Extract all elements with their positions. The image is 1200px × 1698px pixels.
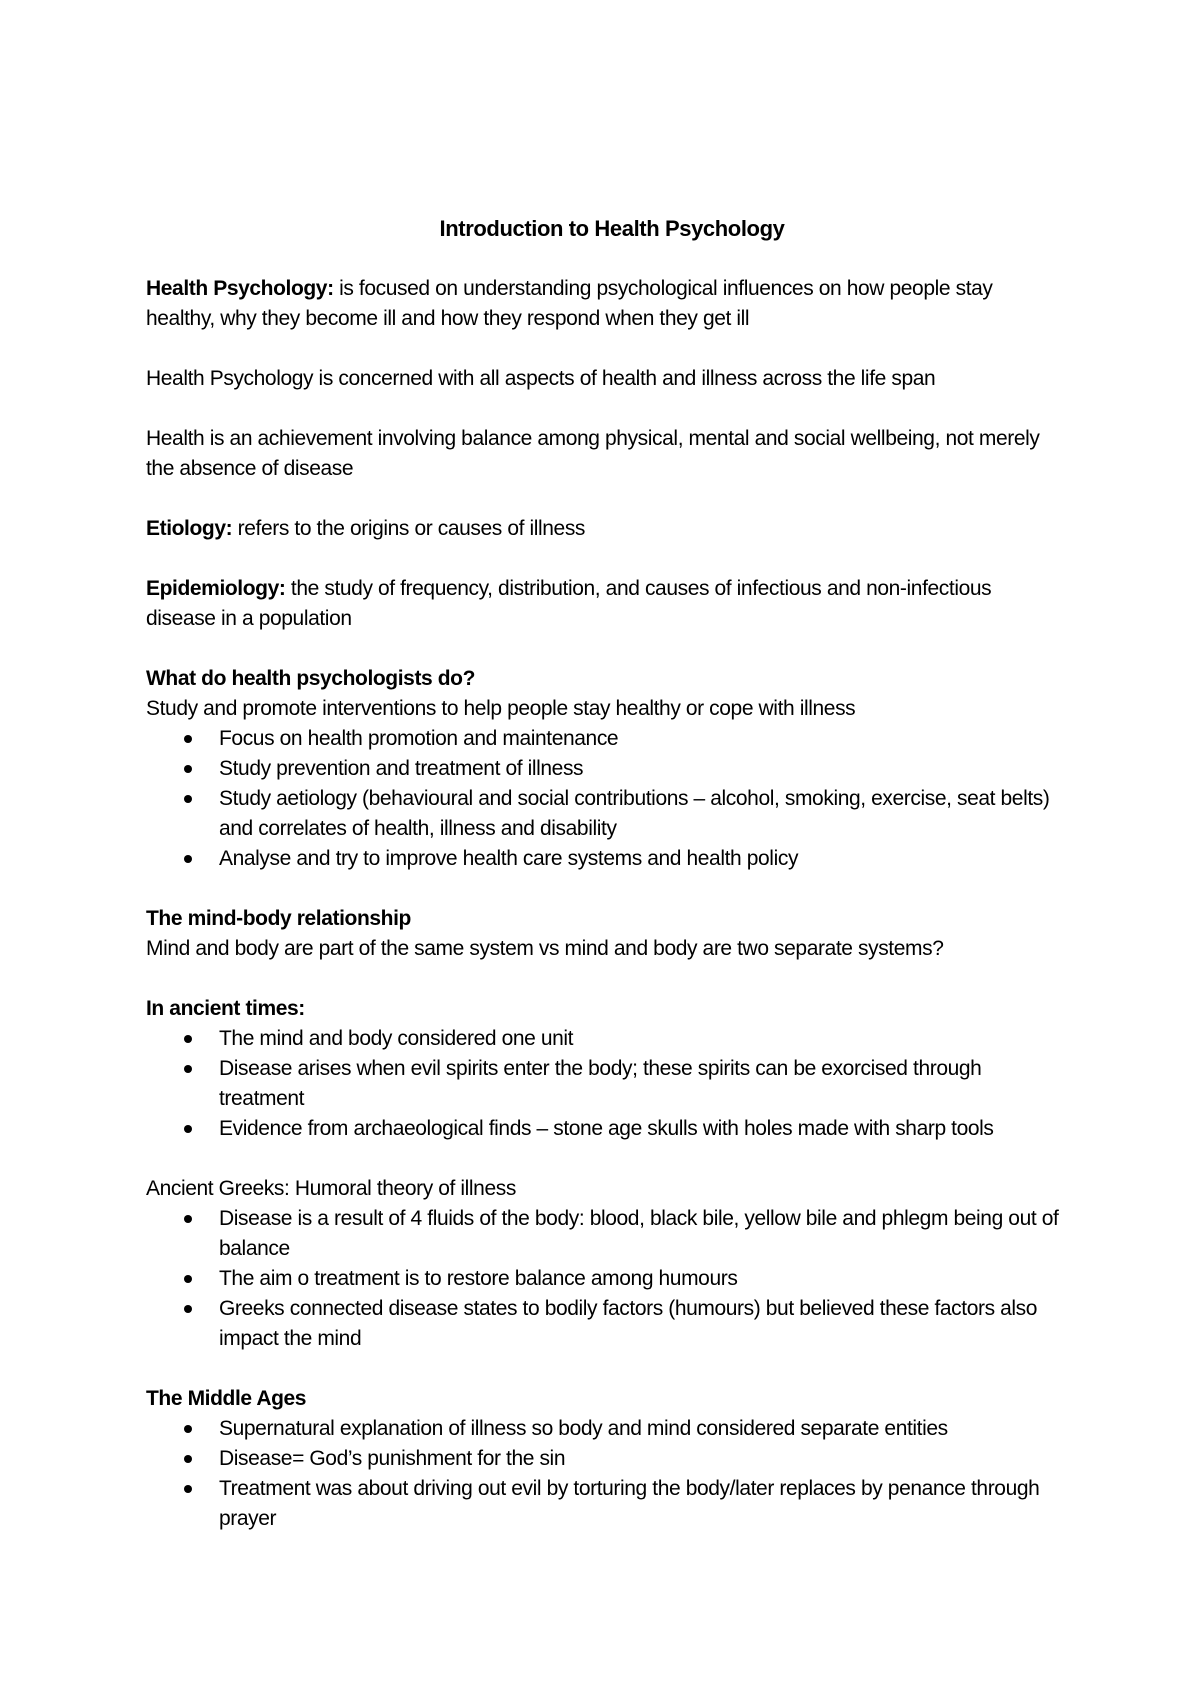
list-item-text: The mind and body considered one unit: [219, 1027, 574, 1050]
what-do-intro: Study and promote interventions to help people stay healthy or cope with illness: [146, 697, 856, 720]
list-item-text: The aim o treatment is to restore balance among humours: [219, 1267, 738, 1290]
bullet-icon: [184, 1425, 192, 1433]
bullet-icon: [184, 855, 192, 863]
list-item-text: Treatment was about driving out evil by torturing the body/later replaces by penance through prayer: [219, 1477, 1040, 1530]
list-item: [146, 844, 1066, 874]
list-item: [146, 754, 1066, 784]
list-item: [146, 1294, 1066, 1354]
section-mind-body: [146, 904, 1066, 964]
bullet-icon: [184, 1125, 192, 1133]
list-item: [146, 1204, 1066, 1264]
list-item: [146, 1444, 1066, 1474]
bullet-icon: [184, 795, 192, 803]
term-health-psychology: Health Psychology:: [146, 277, 334, 300]
bullet-icon: [184, 765, 192, 773]
list-item: [146, 1414, 1066, 1444]
list-item-text: Disease= God’s punishment for the sin: [219, 1447, 566, 1470]
bullet-icon: [184, 1485, 192, 1493]
definition-epidemiology: [146, 574, 1066, 634]
ancient-times-list: [146, 1024, 1066, 1144]
document-body: [146, 214, 1066, 1564]
list-item: [146, 784, 1066, 844]
list-item-text: Greeks connected disease states to bodily factors (humours) but believed these factors also impact the mind: [219, 1297, 1038, 1350]
term-epidemiology: Epidemiology:: [146, 577, 286, 600]
paragraph-health-achievement: Health is an achievement involving balance among physical, mental and social wellbeing, not merely the absence of disease: [146, 427, 1040, 480]
list-item: [146, 1024, 1066, 1054]
section-what-do: [146, 664, 1066, 874]
bullet-icon: [184, 1065, 192, 1073]
list-item: [146, 1114, 1066, 1144]
section-ancient-greeks: [146, 1174, 1066, 1354]
heading-what-do: What do health psychologists do?: [146, 667, 476, 690]
list-item-text: Disease is a result of 4 fluids of the body: blood, black bile, yellow bile and phlegm being out of balance: [219, 1207, 1059, 1260]
list-item: [146, 1474, 1066, 1534]
list-item: [146, 1264, 1066, 1294]
list-item-text: Study prevention and treatment of illness: [219, 757, 584, 780]
bullet-icon: [184, 1455, 192, 1463]
definition-etiology: [146, 514, 1066, 544]
list-item-text: Analyse and try to improve health care systems and health policy: [219, 847, 799, 870]
mind-body-text: Mind and body are part of the same system vs mind and body are two separate systems?: [146, 937, 944, 960]
bullet-icon: [184, 735, 192, 743]
middle-ages-list: [146, 1414, 1066, 1534]
document-title: Introduction to Health Psychology: [439, 216, 785, 241]
section-ancient-times: [146, 994, 1066, 1144]
definition-health-psychology: [146, 274, 1066, 334]
list-item: [146, 1054, 1066, 1114]
list-item-text: Supernatural explanation of illness so body and mind considered separate entities: [219, 1417, 948, 1440]
bullet-icon: [184, 1305, 192, 1313]
list-item: [146, 724, 1066, 754]
list-item-text: Evidence from archaeological finds – stone age skulls with holes made with sharp tools: [219, 1117, 994, 1140]
bullet-icon: [184, 1035, 192, 1043]
section-middle-ages: [146, 1384, 1066, 1534]
list-item-text: Study aetiology (behavioural and social contributions – alcohol, smoking, exercise, seat belts) and correlates of health, illness and disability: [219, 787, 1050, 840]
paragraph-concerned: Health Psychology is concerned with all aspects of health and illness across the life span: [146, 367, 936, 390]
definition-epidemiology-text: the study of frequency, distribution, and causes of infectious and non-infectious disease in a population: [146, 577, 992, 630]
heading-mind-body: The mind-body relationship: [146, 907, 411, 930]
list-item-text: Disease arises when evil spirits enter the body; these spirits can be exorcised through treatment: [219, 1057, 982, 1110]
definition-etiology-text: refers to the origins or causes of illness: [232, 517, 586, 540]
bullet-icon: [184, 1275, 192, 1283]
list-item-text: Focus on health promotion and maintenance: [219, 727, 619, 750]
heading-ancient-greeks: Ancient Greeks: Humoral theory of illness: [146, 1177, 516, 1200]
definition-health-psychology-text: is focused on understanding psychological influences on how people stay healthy, why they become ill and how they respond when they get ill: [146, 277, 993, 330]
ancient-greeks-list: [146, 1204, 1066, 1354]
heading-middle-ages: The Middle Ages: [146, 1387, 307, 1410]
term-etiology: Etiology:: [146, 517, 233, 540]
what-do-list: [146, 724, 1066, 874]
heading-ancient-times: In ancient times:: [146, 997, 305, 1020]
bullet-icon: [184, 1215, 192, 1223]
